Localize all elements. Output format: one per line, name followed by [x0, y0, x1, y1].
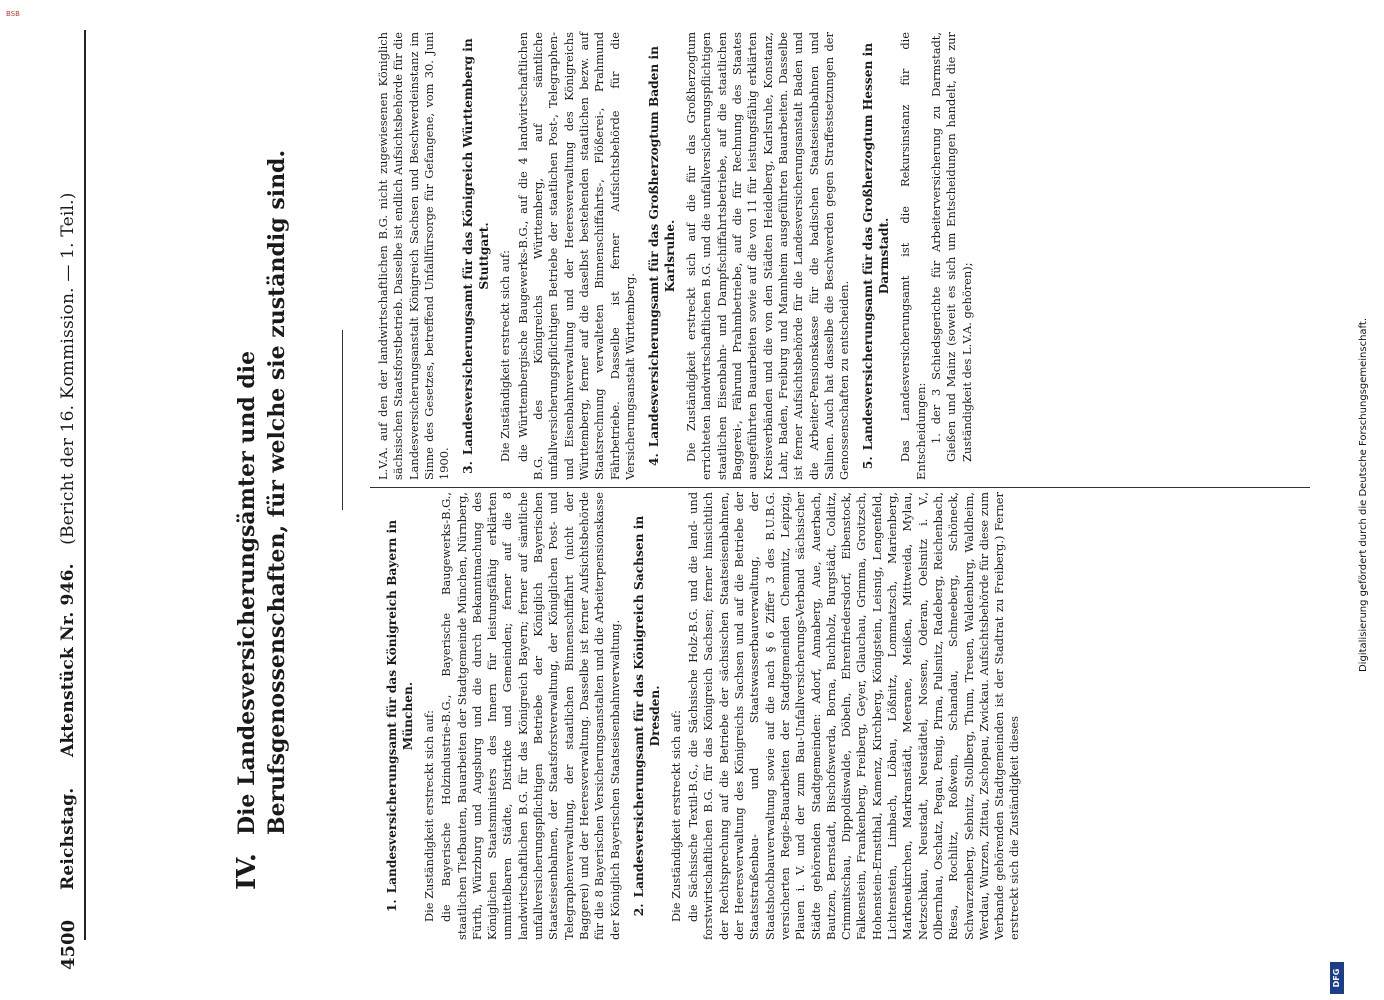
subsection-title: Landesversicherungsamt für das Großherzogtum Baden in Karlsruhe.: [647, 46, 678, 448]
page-number: 4500: [58, 919, 79, 970]
subsection-title: Landesversicherungsamt für das Großherzogtum Hessen in Darmstadt.: [861, 42, 892, 451]
header-aktenstueck: Aktenstück Nr. 946.: [58, 563, 78, 758]
lead-sentence: Die Zuständigkeit erstreckt sich auf:: [668, 710, 683, 922]
running-header: [58, 192, 78, 890]
paragraph: die Bayerische Holzindustrie-B.G., Bayerische Baugewerks-B.G., staatlichen Tiefbauten, Bauarbeiten der Stadtgemeinde München, Nürnberg, Fürth, Würzburg und Augsburg und die durch Bekanntmachung des Königlichen Staatsministers des Innern für leistungsfähig erklärten unmittelbaren Städte, Distrikte und Gemeinden; ferner auf die 8 landwirtschaftlichen B.G. für das Königreich Bayern; ferner auf sämtliche unfallversicherungspflichtigen Betriebe der Königlich Bayerischen Staatseisenbahnen, der Staatsforstverwaltung, der Königlichen Post- und Telegraphenverwaltung, der staatlichen Binnenschiffahrt (nicht der Baggerei) und der Heeresverwaltung. Dasselbe ist ferner Aufsichtsbehörde für die 8 Bayerischen Versicherungsanstalten und die Arbeiterpensionskasse der Königlich Bayerischen Staatseisenbahnverwaltung.: [439, 492, 622, 940]
right-column: [376, 32, 975, 480]
paragraph: die Sächsische Textil-B.G., die Sächsische Holz-B.G. und die land- und forstwirtschaftlichen B.G. für das Königreich Sachsen; ferner hinsichtlich der Rechtsprechung auf die Betriebe der sächsischen Staatseisenbahnen, der Heeresverwaltung des Königreichs Sachsen und auf die Betriebe der Staatsstraßenbau- und Staatswasserbauverwaltung, der Staatshochbauverwaltung sowie auf die nach § 6 Ziffer 3 des B.U.B.G. versicherten Regie-Bauarbeiten der Stadtgemeinden Chemnitz, Leipzig, Plauen i. V. und der zum Bau-Unfallversicherungs-Verband sächsischer Städte gehörenden Stadtgemeinden: Adorf, Annaberg, Aue, Auerbach, Bautzen, Bernstadt, Bischofswerda, Borna, Buchholz, Burgstädt, Colditz, Crimmitschau, Dippoldiswalde, Döbeln, Ehrenfriedersdorf, Eibenstock, Falkenstein, Frankenberg, Freiberg, Geyer, Glauchau, Grimma, Groitzsch, Hohenstein-Ernstthal, Kamenz, Kirchberg, Königstein, Leisnig, Lengenfeld, Lichtenstein, Limbach, Löbau, Lößnitz, Lommatzsch, Marienberg, Markneukirchen, Markranstädt, Meerane, Meißen, Mittweida, Mylau, Netzschkau, Neustadt, Neustädtel, Nossen, Oderan, Oelsnitz i. V., Olbernhau, Oschatz, Pegau, Penig, Pirna, Pulsnitz, Radeberg, Reichenbach, Riesa, Rochlitz, Roßwein, Schandau, Schneeberg, Schöneck, Schwarzenberg, Sebnitz, Stollberg, Thum, Treuen, Waldenburg, Waldheim, Werdau, Wurzen, Zittau, Zschopau, Zwickau. Aufsichtsbehörde für diese zum Verbande gehörenden Stadtgemeinden ist der Stadtrat zu Freiberg.) Ferner erstreckt sich die Zuständigkeit dieses: [686, 492, 1022, 940]
subsection-heading: [460, 32, 492, 480]
title-rule: [342, 330, 343, 510]
header-bericht: (Bericht der 16. Kommission. — 1. Teil.): [58, 192, 78, 545]
left-column: [376, 492, 1023, 940]
subsection-title: Landesversicherungsamt für das Königreich Bayern in München.: [385, 519, 415, 894]
subsection-title: Landesversicherungsamt für das Königreich Württemberg in Stuttgart.: [461, 38, 492, 456]
paragraph-continued: L.V.A. auf den der landwirtschaftlichen B.G. nicht zugewiesenen Königlich sächsischen Staatsforstbetrieb. Dasselbe ist endlich Aufsichtsbehörde für die Landesversicherungsanstalt Königreich Sachsen und Beschwerdeinstanz im Sinne des Gesetzes, betreffend Unfallfürsorge für Gefangene, vom 30. Juni 1900.: [376, 32, 452, 480]
subsection-heading: [631, 492, 663, 940]
column-divider: [370, 487, 1310, 488]
dfg-logo: DFG: [1330, 962, 1344, 994]
subsection-number: 1.: [385, 899, 399, 913]
header-rule: [84, 30, 86, 940]
subsection-heading: [646, 32, 678, 480]
subsection-title: Landesversicherungsamt für das Königreich Sachsen in Dresden.: [631, 515, 662, 898]
paragraph: die Württembergische Baugewerks-B.G., auf die 4 landwirtschaftlichen B.G. des Königreichs Württemberg, auf sämtliche unfallversicherungspflichtigen Betriebe der staatlichen Post-, Telegraphen- und Eisenbahnverwaltung und der Heeresverwaltung des Königreichs Württemberg, ferner auf die daselbst bestehenden staatlichen bezw. auf Staatsrechnung verwalteten Binnenschiffahrts-, Flößerei-, Prahmund Fährbetriebe. Dasselbe ist ferner Aufsichtsbehörde für die Versicherungsanstalt Württemberg.: [515, 32, 637, 480]
lead-sentence: Die Zuständigkeit erstreckt sich auf:: [422, 710, 436, 922]
subsection-heading: [384, 492, 416, 940]
paragraph: Die Zuständigkeit erstreckt sich auf die für das Großherzogtum errichteten landwirtschaftlichen B.G. und die unfallversicherungspflichtigen staatlichen Eisenbahn- und Dampfschiffahrtsbetriebe, auf die staatlichen Baggerei-, Fährund Prahmbetriebe, auf die für Rechnung des Staates ausgeführten Bauarbeiten sowie auf die von 11 für leistungsfähig erklärten Kreisverbänden und die von den Städten Heidelberg, Karlsruhe, Konstanz, Lahr, Baden, Freiburg und Mannheim ausgeführten Bauarbeiten. Dasselbe ist ferner Aufsichtsbehörde für die Landesversicherungsanstalt Baden und die Arbeiter-Pensionskasse für die badischen Staatseisenbahnen und Salinen. Auch hat dasselbe die Beschwerden gegen Straffestsetzungen der Genossenschaften zu entscheiden.: [684, 32, 852, 480]
paragraph: Das Landesversicherungsamt ist die Rekursinstanz für die Entscheidungen:: [898, 32, 928, 480]
header-reichstag: Reichstag.: [58, 787, 78, 890]
library-stamp: BSB: [6, 10, 20, 18]
section-number: IV.: [232, 853, 262, 890]
digitization-note: Digitalisierung gefördert durch die Deutsche Forschungsgemeinschaft.: [1358, 317, 1369, 673]
lead-sentence: Die Zuständigkeit erstreckt sich auf:: [498, 250, 513, 462]
list-item: 1. der 3 Schiedsgerichte für Arbeiterversicherung zu Darmstadt, Gießen und Mainz (soweit es sich um Entscheidungen handelt, die zur Zuständigkeit des L.V.A. gehören);: [929, 32, 974, 462]
subsection-number: 4.: [647, 453, 662, 466]
subsection-number: 5.: [861, 456, 876, 470]
subsection-number: 3.: [461, 461, 476, 474]
subsection-heading: [860, 32, 892, 480]
subsection-number: 2.: [631, 903, 646, 917]
section-title: Die Landesversicherungsämter und die Berufsgenossenschaften, für welche sie zuständig sind.: [234, 149, 290, 835]
